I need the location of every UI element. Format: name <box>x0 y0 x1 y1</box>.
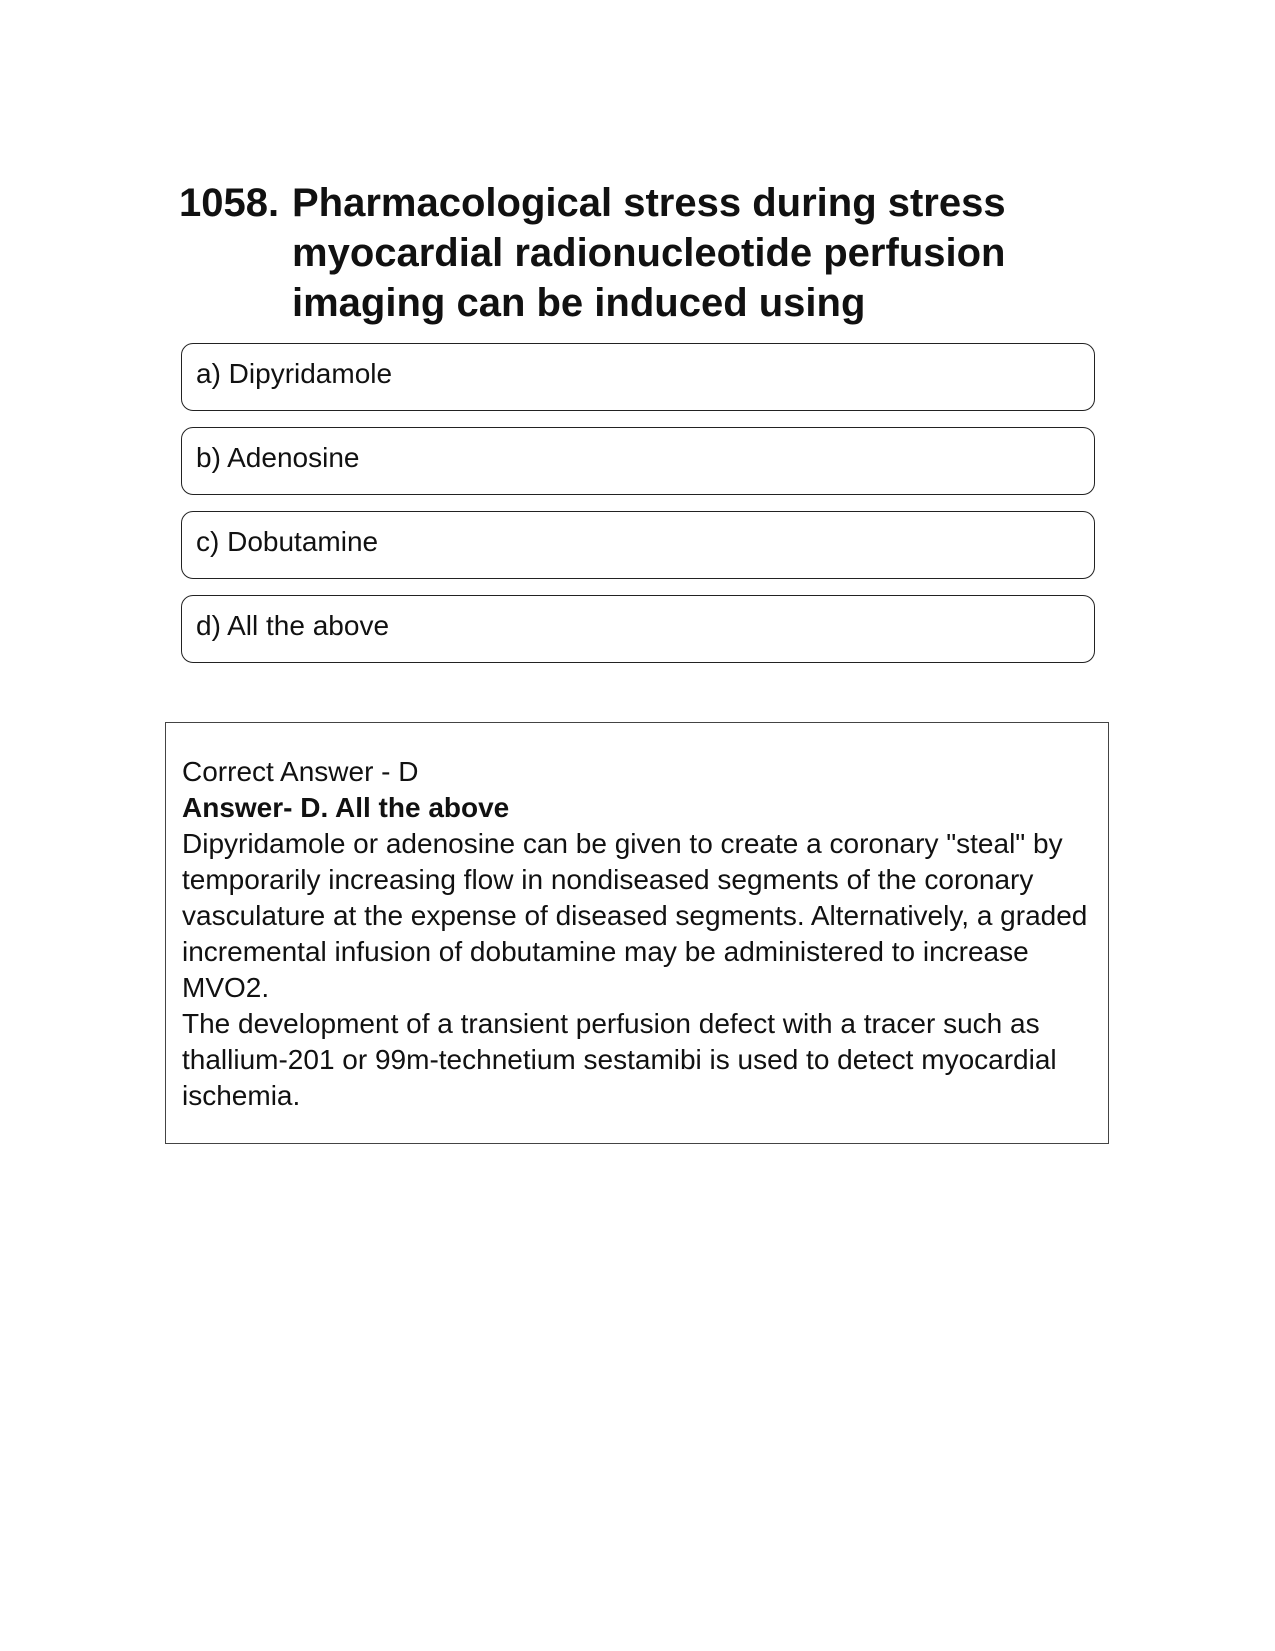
option-b-label: b) Adenosine <box>196 442 360 473</box>
option-a[interactable] <box>181 343 1095 411</box>
question-number: 1058. <box>179 181 280 225</box>
explanation-paragraph-1: Dipyridamole or adenosine can be given to create a coronary "steal" by temporarily increasing flow in nondiseased segments of the coronary vasculature at the expense of diseased segments. Alternatively, a graded incremental infusion of dobutamine may be administered to increase MVO2. <box>182 828 1088 1003</box>
answer-explanation-box <box>165 722 1109 1144</box>
option-b[interactable] <box>181 427 1095 495</box>
option-c-label: c) Dobutamine <box>196 526 379 557</box>
question-text: Pharmacological stress during stress myocardial radionucleotide perfusion imaging can be induced using <box>292 181 1006 325</box>
option-c[interactable] <box>181 511 1095 579</box>
options-list <box>181 343 1095 679</box>
answer-heading: Answer- D. All the above <box>182 792 510 823</box>
option-d-label: d) All the above <box>196 610 390 641</box>
question-heading <box>179 178 1099 328</box>
correct-answer-line: Correct Answer - D <box>182 756 419 787</box>
option-a-label: a) Dipyridamole <box>196 358 393 389</box>
option-d[interactable] <box>181 595 1095 663</box>
explanation-paragraph-2: The development of a transient perfusion defect with a tracer such as thallium-201 or 99m-technetium sestamibi is used to detect myocardial ischemia. <box>182 1008 1057 1111</box>
